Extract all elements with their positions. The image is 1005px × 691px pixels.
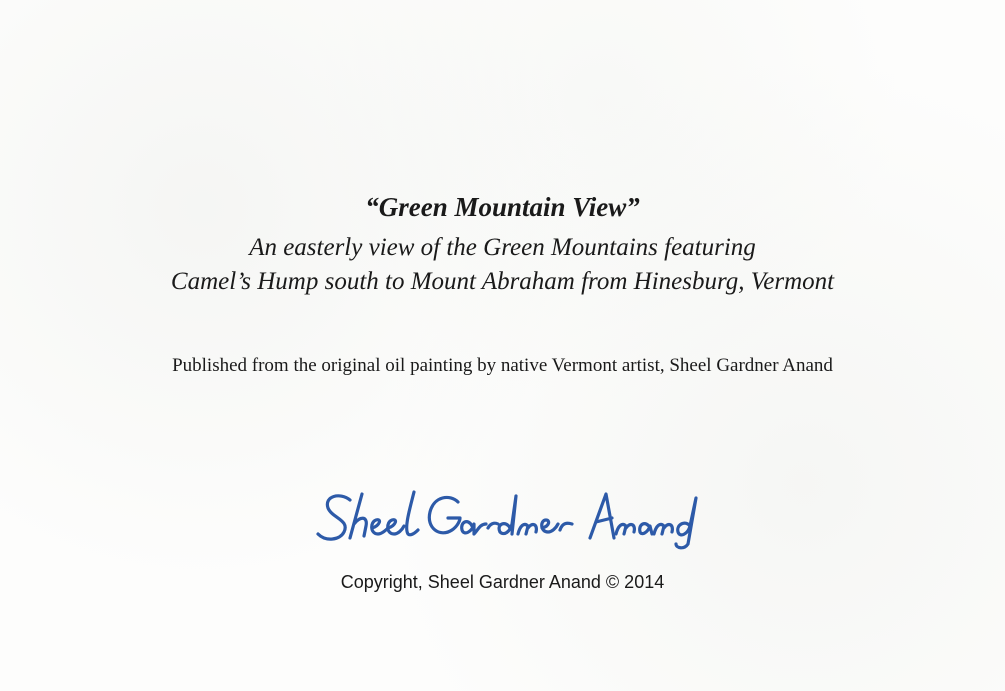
- card-title: “Green Mountain View”: [365, 192, 640, 222]
- copyright-notice: Copyright, Sheel Gardner Anand © 2014: [340, 572, 665, 592]
- subtitle-line-1: An easterly view of the Green Mountains featuring: [249, 234, 756, 261]
- subtitle-line-2: Camel’s Hump south to Mount Abraham from Hinesburg, Vermont: [170, 268, 835, 295]
- artist-signature: [310, 488, 700, 553]
- published-note: Published from the original oil painting by native Vermont artist, Sheel Gardner Anand: [172, 355, 833, 376]
